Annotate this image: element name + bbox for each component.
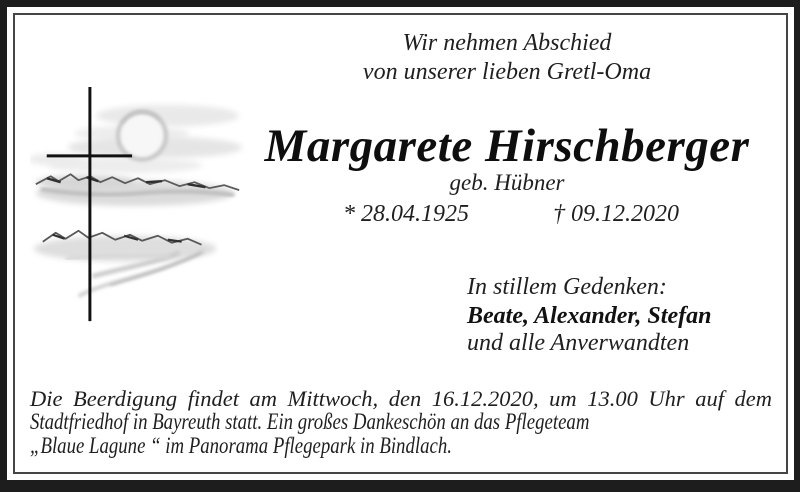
sun-icon: [118, 112, 166, 160]
maiden-name: geb. Hübner: [449, 170, 565, 195]
mountain-ridge-near: [34, 231, 217, 296]
funeral-line-1: Die Beerdigung findet am Mittwoch, den 16.12.2020, um 13.00 Uhr auf dem: [30, 386, 772, 411]
mourning-intro: In stillem Gedenken:: [467, 274, 667, 300]
cross-landscape-artwork: [30, 82, 250, 330]
opening-lines: [254, 29, 760, 87]
opening-line-1: Wir nehmen Abschied: [402, 30, 612, 56]
funeral-info: [30, 387, 772, 458]
mourning-block: [467, 274, 711, 357]
mourners-names: Beate, Alexander, Stefan: [467, 303, 712, 329]
newspaper-clipping: [7, 7, 794, 480]
funeral-line-2: [30, 410, 772, 434]
deceased-name: Margarete Hirschberger: [264, 120, 750, 172]
birth-date: * 28.04.1925: [343, 201, 469, 227]
mourners-suffix: und alle Anverwandten: [467, 330, 690, 356]
mountain-ridge-far: [36, 174, 239, 206]
funeral-line-3: [30, 434, 772, 458]
funeral-line-3-text: „Blaue Lagune “ im Panorama Pflegepark in Bindlach.: [30, 433, 452, 459]
opening-line-2: von unserer lieben Gretl-Oma: [362, 59, 652, 85]
funeral-line-2-text: Stadtfriedhof in Bayreuth statt. Ein großes Dankeschön an das Pflegeteam: [30, 409, 590, 435]
death-date: † 09.12.2020: [553, 201, 679, 227]
